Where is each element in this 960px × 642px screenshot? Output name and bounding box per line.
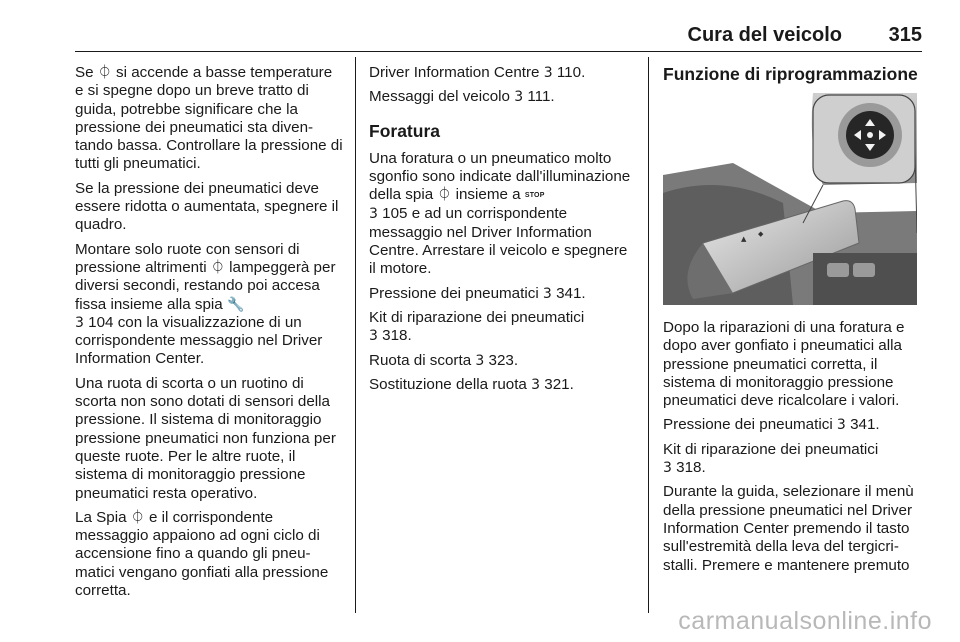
paragraph: Se ⏀ si accende a basse temperature e si spegne dopo un breve tratto di guida, potrebbe significare che la pressione dei pneumatici sta diventando bassa. Controllare la pressione di tutti gli pneumatici. <box>75 64 343 173</box>
page-reference-arrow-icon: 3 <box>531 376 541 393</box>
section-title: Cura del veicolo <box>687 24 842 46</box>
wrench-service-icon: 🔧 <box>226 296 245 313</box>
wiper-lever-illustration <box>663 93 917 305</box>
cross-reference: Kit di riparazione dei pneumatici 3 318. <box>369 308 585 345</box>
page-reference-arrow-icon: 3 <box>514 89 524 106</box>
page-number: 315 <box>888 24 922 46</box>
column-divider <box>648 57 649 613</box>
cross-reference: Driver Information Centre 3 110. <box>369 64 586 81</box>
stop-warning-icon: STOP <box>524 192 545 200</box>
column-right <box>663 64 925 581</box>
paragraph: La Spia ⏀ e il corrispondente messaggio appaiono ad ogni ciclo di accensione fino a quando gli pneumatici vengano gonfiati alla pressione corretta. <box>75 508 329 600</box>
cross-reference: Ruota di scorta 3 323. <box>369 351 519 369</box>
paragraph: Una ruota di scorta o un ruotino di scorta non sono dotati di sensori della pressione. Il sistema di monitoraggio pressione pneumatici non funziona per queste ruote. Per le altre ruote, il sistema di monitoraggio pressione pneumatici resta operativo. <box>75 374 336 502</box>
page-reference-arrow-icon: 3 <box>75 314 84 331</box>
cross-reference: Pressione dei pneumatici 3 341. <box>663 416 880 434</box>
cross-reference: Pressione dei pneumatici 3 341. <box>369 284 586 302</box>
paragraph: Montare solo ruote con sensori di pressione altrimenti ⏀ lampeggerà per diversi secondi, restando poi accesa fissa insieme alla spia 🔧 3 104 con la visualizzazione di un corrispondente messaggio nel Driver Information Center. <box>75 240 336 368</box>
cross-reference: Messaggi del veicolo 3 111. <box>369 88 555 106</box>
page-reference-arrow-icon: 3 <box>836 417 846 434</box>
svg-text:◆: ◆ <box>758 230 764 238</box>
section-heading: Funzione di riprogrammazione <box>663 64 918 84</box>
tire-pressure-warning-icon: ⏀ <box>130 509 145 526</box>
page-header <box>75 24 922 50</box>
paragraph: Dopo la riparazioni di una foratura e dopo aver gonfiato i pneumatici alla pressione pneumatici corretta, il sistema di monitoraggio pressione pneumatici deve ricalcolare i valori. <box>663 319 905 410</box>
paragraph: Una foratura o un pneumatico molto sgonfio sono indicate dall'illuminazione della spia ⏀ insieme a STOP 3 105 e ad un corrispondente messaggio nel Driver Information Centre. Arrestare il veicolo e spegnere il motore. <box>369 149 631 278</box>
page-reference-arrow-icon: 3 <box>369 328 378 345</box>
page-reference-arrow-icon: 3 <box>369 206 378 223</box>
column-left <box>75 64 343 606</box>
page-reference-arrow-icon: 3 <box>475 352 485 369</box>
tire-pressure-warning-icon: ⏀ <box>437 187 452 204</box>
tire-pressure-warning-icon: ⏀ <box>210 259 225 276</box>
tire-pressure-warning-icon: ⏀ <box>97 65 112 81</box>
svg-text:▲: ▲ <box>741 235 747 243</box>
page-reference-arrow-icon: 3 <box>543 65 553 81</box>
column-middle <box>369 64 635 400</box>
cross-reference: Kit di riparazione dei pneumatici 3 318. <box>663 440 879 477</box>
watermark: carmanualsonline.info <box>678 607 932 635</box>
cross-reference: Sostituzione della ruota 3 321. <box>369 375 574 393</box>
column-divider <box>355 57 356 613</box>
paragraph: Durante la guida, selezionare il menù della pressione pneumatici nel Driver Information Center premendo il tasto sull'estremità della leva del tergicristalli. Premere e mantenere premuto <box>663 483 914 574</box>
page-reference-arrow-icon: 3 <box>542 285 552 302</box>
page-reference-arrow-icon: 3 <box>663 460 672 477</box>
paragraph: Se la pressione dei pneumatici deve essere ridotta o aumentata, spegnere il quadro. <box>75 179 339 234</box>
section-heading: Foratura <box>369 120 440 141</box>
header-rule <box>75 51 922 52</box>
